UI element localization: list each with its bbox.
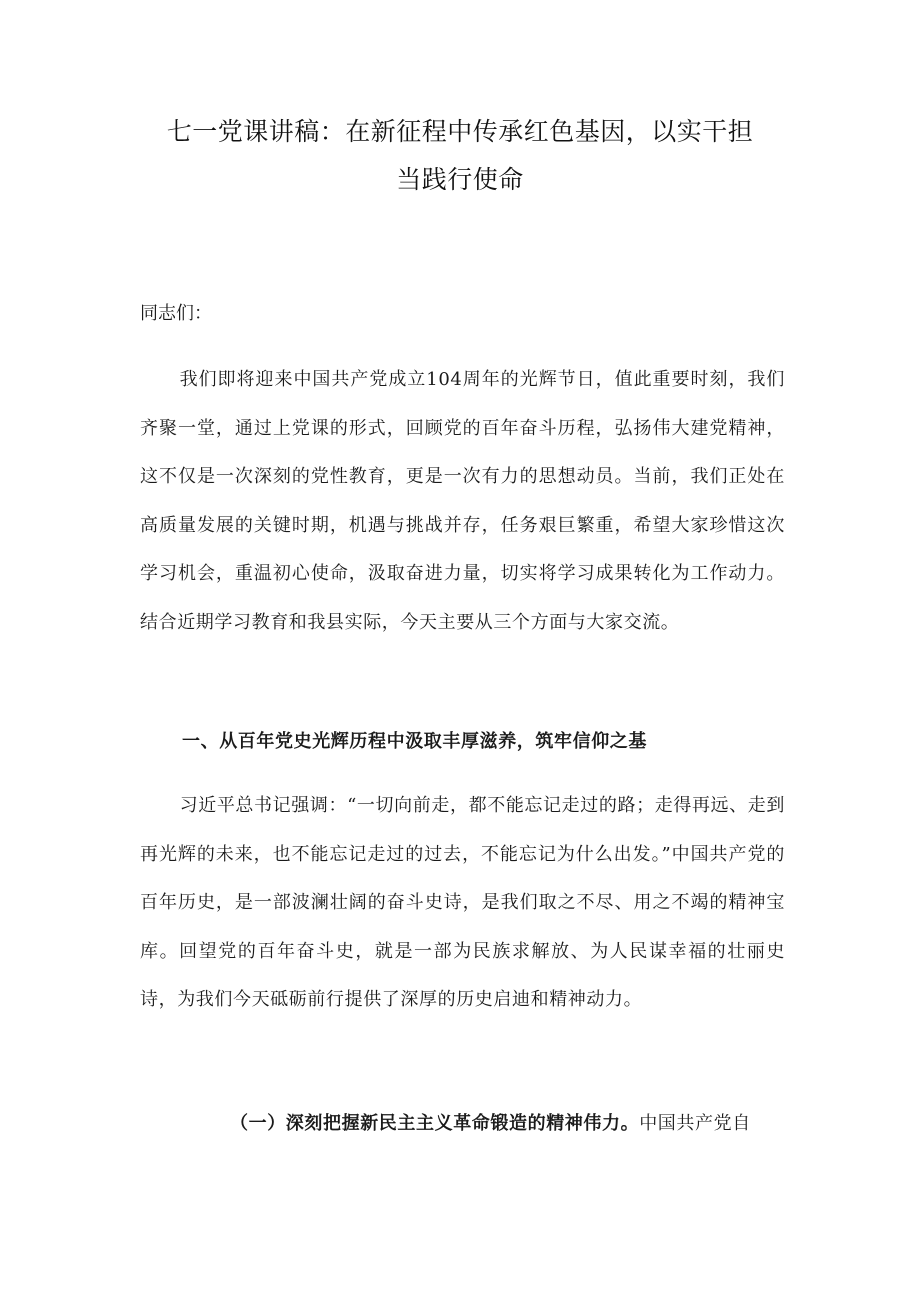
subsection-1-heading: （一）深刻把握新民主主义革命锻造的精神伟力。 <box>230 1113 640 1134</box>
subsection-1-paragraph <box>140 1108 785 1140</box>
section-heading-1: 一、从百年党史光辉历程中汲取丰厚滋养，筑牢信仰之基 <box>182 731 647 752</box>
document-title <box>140 108 780 204</box>
section-1-paragraph: 习近平总书记强调：“一切向前走，都不能忘记走过的路；走得再远、走到再光辉的未来，也不能忘记走过的过去，不能忘记为什么出发。”中国共产党的百年历史，是一部波澜壮阔的奋斗史诗，是我们取之不尽、用之不竭的精神宝库。回望党的百年奋斗史，就是一部为民族求解放、为人民谋幸福的壮丽史诗，为我们今天砥砺前行提供了深厚的历史启迪和精神动力。 <box>140 795 785 1011</box>
subsection-1-text: 中国共产党自 <box>639 1113 751 1134</box>
salutation: 同志们： <box>140 303 212 324</box>
title-line-2: 当践行使命 <box>396 165 524 194</box>
title-line-1: 七一党课讲稿：在新征程中传承红色基因，以实干担 <box>166 117 754 146</box>
opening-paragraph: 我们即将迎来中国共产党成立104周年的光辉节日，值此重要时刻，我们齐聚一堂，通过上党课的形式，回顾党的百年奋斗历程，弘扬伟大建党精神，这不仅是一次深刻的党性教育，更是一次有力的思想动员。当前，我们正处在高质量发展的关键时期，机遇与挑战并存，任务艰巨繁重，希望大家珍惜这次学习机会，重温初心使命，汲取奋进力量，切实将学习成果转化为工作动力。结合近期学习教育和我县实际，今天主要从三个方面与大家交流。 <box>140 369 785 633</box>
